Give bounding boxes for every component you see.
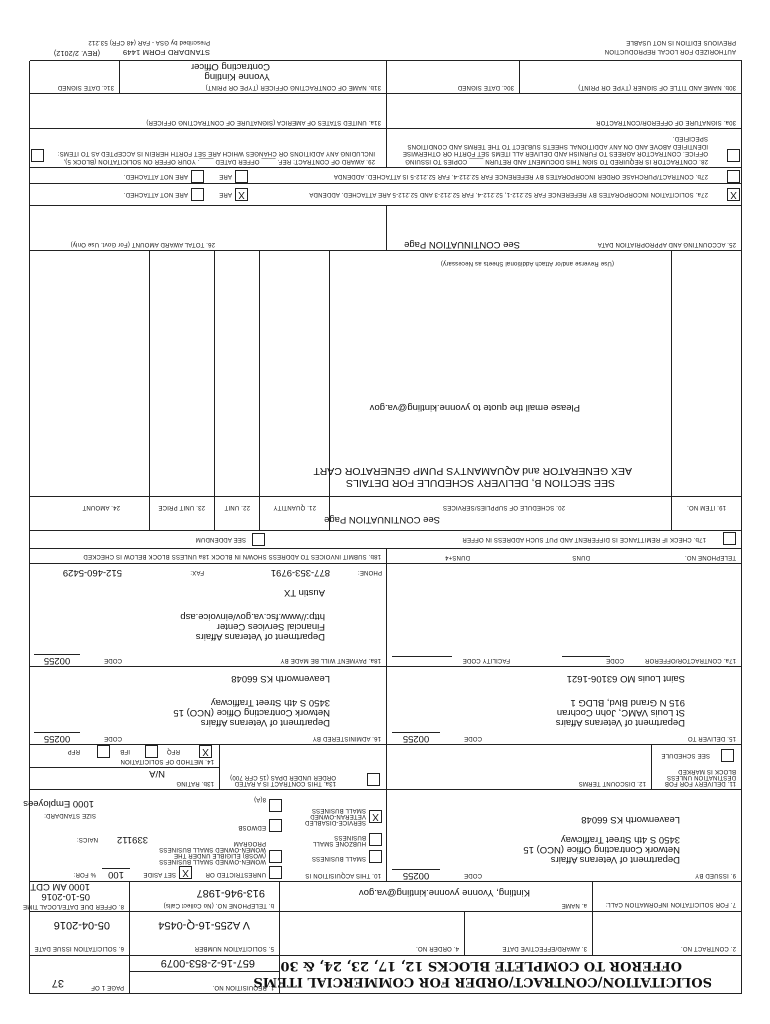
contractor-label: 17a. CONTRACTOR/OFFEROR	[644, 657, 736, 663]
small-business-label: SMALL BUSINESS	[311, 855, 366, 861]
info-call-label: 7. FOR SOLICITATION INFORMATION CALL:	[605, 901, 736, 907]
sig-31a-label: 31a. UNITED STATES OF AMERICA (SIGNATURE OF CONTRACTING OFFICER)	[146, 119, 381, 125]
order-no-label: 4. ORDER NO.	[415, 945, 459, 951]
rating-value: N/A	[149, 768, 165, 779]
block-29-text: 29. AWARD OF CONTRACT: REF. ____ OFFER DATED ____. YOUR OFFER ON SOLICITATION (BLOCK 5), INCLUDING ANY ADDITIONS OR CHANGES WHICH ARE SET FORTH HEREIN IS ACCEPTED AS TO ITEMS:	[57, 150, 375, 164]
name-31b-value2: Contracting Officer	[190, 61, 270, 72]
rated-order-checkbox[interactable]	[367, 773, 380, 786]
issued-by-code-label: CODE	[463, 872, 482, 878]
duns4-label: DUNS+4	[444, 554, 470, 560]
clause-27a-are-checkbox[interactable]: X	[235, 188, 248, 201]
payment-line-5: Austin TX	[283, 587, 325, 598]
clause-27b-checkbox[interactable]	[727, 170, 740, 183]
administered-line-5: Leavenworth KS 66048	[231, 673, 330, 684]
issued-by-label: 9. ISSUED BY	[694, 872, 736, 878]
clause-27b-are-not: ARE NOT ATTACHED.	[123, 173, 188, 179]
offer-due-date: 05-10-2016	[41, 891, 90, 902]
wosb-label: WOMEN-OWNED SMALL BUSINESS (WOSB) ELIGIBLE UNDER THE WOMEN-OWNED SMALL BUSINESS PROGRAM	[159, 840, 266, 864]
clause-27b-are-not-checkbox[interactable]	[191, 170, 204, 183]
name-label: a. NAME	[561, 902, 587, 908]
payment-phone: 877-353-9791	[270, 567, 330, 578]
clause-27a-checkbox[interactable]: X	[727, 188, 740, 201]
sdvosb-checkbox[interactable]: X	[369, 810, 382, 823]
footer-right-1: STANDARD FORM 1449	[122, 48, 210, 57]
small-business-checkbox[interactable]	[369, 850, 382, 863]
see-schedule-checkbox[interactable]	[721, 749, 734, 762]
set-aside-pct: 100	[102, 869, 130, 880]
deliver-to-code: 00255	[392, 733, 440, 744]
deliver-to-line-2: St Louis VAMC, John Cochran	[556, 707, 685, 718]
deliver-to-label: 15. DELIVER TO	[687, 735, 736, 741]
telephone-label: TELEPHONE NO.	[684, 554, 736, 560]
form-title-line1: SOLICITATION/CONTRACT/ORDER FOR COMMERCIAL ITEMS	[253, 974, 712, 989]
wosb-checkbox[interactable]	[269, 850, 282, 863]
issued-by-line-5: Leavenworth KS 66048	[581, 814, 680, 825]
issue-date-value: 05-04-2016	[53, 919, 110, 931]
accounting-see-link[interactable]: See CONTINUATION Page	[404, 239, 520, 250]
payment-code: 00255	[34, 655, 80, 666]
payment-line-3: http://www.fsc.va.gov/einvoice.asp	[180, 611, 325, 622]
issue-date-label: 6. SOLICITATION ISSUE DATE	[34, 945, 124, 951]
facility-code-label: FACILITY CODE	[462, 657, 510, 663]
sig-30a-label: 30a. SIGNATURE OF OFFEROR/CONTRACTOR	[596, 119, 736, 125]
contract-no-label: 2. CONTRACT NO.	[680, 945, 736, 951]
col-unit-price: 23. UNIT PRICE	[158, 504, 205, 510]
payment-phone-label: PHONE:	[357, 569, 382, 575]
size-standard-label: SIZE STANDARD:	[43, 812, 96, 818]
naics-value: 339112	[117, 834, 148, 845]
method-label: 14. METHOD OF SOLICITATION	[120, 758, 214, 764]
footer-left-1: AUTHORIZED FOR LOCAL REPRODUCTION	[604, 48, 736, 54]
see-addendum-checkbox[interactable]	[252, 533, 265, 546]
phone-label: b. TELEPHONE NO. (No Collect Calls)	[163, 902, 274, 908]
see-addendum-label: SEE ADDENDUM	[195, 536, 246, 542]
ifb-label: IFB	[120, 748, 130, 754]
submit-invoice-label: 18b. SUBMIT INVOICES TO ADDRESS SHOWN IN BLOCK 18a UNLESS BLOCK BELOW IS CHECKED	[83, 553, 381, 559]
block-28-text: 28. CONTRACTOR IS REQUIRED TO SIGN THIS DOCUMENT AND RETURN ____ COPIES TO ISSUING OFFICE. CONTRACTOR AGREES TO FURNISH AND DELIVER ALL ITEMS SET FORTH OR OTHERWISE IDENTIFIED ABOVE AND ON ANY ADDITIONAL SHEETS SUBJECT TO THE TERMS AND CONDITIONS SPECIFIED.	[402, 135, 708, 164]
see-schedule-label: SEE SCHEDULE	[661, 752, 710, 758]
award-date-label: 3. AWARD/EFFECTIVE DATE	[502, 945, 587, 951]
clause-27b-are-checkbox[interactable]	[235, 170, 248, 183]
administered-label: 16. ADMINISTERED BY	[312, 735, 381, 741]
payment-label: 18a. PAYMENT WILL BE MADE BY	[280, 657, 381, 663]
deliver-to-line-5: Saint Louis MO 63106-1621	[566, 673, 685, 684]
reverse-note: (Use Reverse and/or Attach Additional Sheets as Necessary)	[440, 260, 614, 266]
clause-27a-are: ARE	[219, 191, 232, 197]
sdvosb-label: SERVICE-DISABLED VETERAN-OWNED SMALL BUSINESS	[304, 807, 366, 825]
payment-line-2: Financial Services Center	[216, 621, 325, 632]
unrestricted-label: UNRESTRICTED OR	[205, 871, 266, 877]
discount-label: 12. DISCOUNT TERMS	[578, 780, 646, 786]
requisition-label: 1. REQUISITION NO.	[212, 984, 274, 990]
acquisition-label: 10. THIS ACQUISITION IS	[305, 872, 381, 878]
solicitation-no-value: V A255-16-Q-0454	[158, 919, 250, 931]
rated-order-label: 13a. THIS CONTRACT IS A RATED ORDER UNDER DPAS (15 CFR 700)	[229, 774, 336, 786]
name-value: Kintling, Yvonne yvonne.kintling@va.gov	[358, 887, 530, 898]
eight-a-label: 8(A)	[253, 796, 266, 802]
issued-by-code: 00255	[392, 870, 440, 881]
edwosb-checkbox[interactable]	[269, 819, 282, 832]
edwosb-label: EDWOSB	[238, 824, 266, 830]
schedule-line-3: Please email the quote to yvonne.kintling@va.gov	[369, 402, 580, 413]
solicitation-no-label: 5. SOLICITATION NUMBER	[194, 945, 274, 951]
clause-27b: 27b. CONTRACT/PURCHASE ORDER INCORPORATES BY REFERENCE FAR 52.212-4. FAR 52.212-5 IS ATTACHED. ADDENDA	[333, 173, 708, 179]
deliver-to-line-1: Department of Veterans Affairs	[555, 717, 685, 728]
col-amount: 24. AMOUNT	[82, 504, 120, 510]
col-schedule: 20. SCHEDULE OF SUPPLIES/SERVICES	[442, 504, 565, 510]
total-award-label: 26. TOTAL AWARD AMOUNT (For Govt. Use Only)	[70, 241, 215, 247]
phone-value: 913-946-1987	[196, 887, 265, 899]
date-31c-label: 31c. DATE SIGNED	[57, 84, 114, 90]
schedule-line-2: AEX GENERATOR and AQUAMANTYS PUMP GENERATOR CART	[313, 465, 632, 477]
issued-by-line-3: 3450 S 4th Street Trafficway	[560, 834, 680, 845]
date-30c-label: 30c. DATE SIGNED	[457, 84, 514, 90]
issued-by-line-2: Network Contracting Office (NCO) 15	[523, 844, 680, 855]
rfp-label: RFP	[67, 748, 80, 754]
administered-line-3: 3450 S 4th Street Trafficway	[210, 697, 330, 708]
issued-by-line-1: Department of Veterans Affairs	[550, 854, 680, 865]
contractor-code-field[interactable]	[562, 656, 610, 666]
col-quantity: 21. QUANTITY	[273, 504, 316, 510]
remit-checkbox[interactable]	[723, 532, 736, 545]
hubzone-label: HUBZONE SMALL BUSINESS	[312, 834, 366, 846]
footer-left-2: PREVIOUS EDITION IS NOT USABLE	[626, 39, 736, 45]
payment-fax: 512-460-5429	[62, 567, 122, 578]
remit-label: 17b. CHECK IF REMITTANCE IS DIFFERENT AND PUT SUCH ADDRESS IN OFFER	[462, 536, 706, 542]
clause-27a-are-not: ARE NOT ATTACHED.	[123, 191, 188, 197]
facility-code-field[interactable]	[392, 656, 452, 666]
payment-code-label: CODE	[103, 657, 122, 663]
footer-right-3: Prescribed by GSA - FAR (48 CFR) 53.212	[88, 39, 210, 45]
rfq-checkbox[interactable]: X	[199, 745, 212, 758]
name-31b-value1: Yvonne Kintling	[204, 71, 270, 82]
rfp-checkbox[interactable]	[97, 745, 110, 758]
size-standard-value: 1000 Employees	[23, 798, 94, 809]
footer-right-2: (REV. 2/2012)	[53, 49, 100, 56]
payment-line-1: Department of Veterans Affairs	[195, 631, 325, 642]
payment-fax-label: FAX:	[190, 569, 204, 575]
schedule-line-1: SEE SECTION B, DELIVERY SCHEDULE FOR DETAILS	[346, 477, 615, 489]
offer-due-label: 8. OFFER DUE DATE/LOCAL TIME	[22, 903, 124, 909]
delivery-label: 11. DELIVERY FOR FOB DESTINATION UNLESS BLOCK IS MARKED	[664, 768, 736, 786]
block-29-checkbox[interactable]	[31, 149, 44, 162]
see-continuation-link[interactable]: See CONTINUATION Page	[324, 514, 440, 525]
administered-line-2: Network Contracting Office (NCO) 15	[173, 707, 330, 718]
clause-27a: 27a. SOLICITATION INCORPORATES BY REFERENCE FAR 52.212-1, 52.212-4. FAR 52.212-3 AND 52.212-5 ARE ATTACHED. ADDENDA	[309, 191, 708, 197]
set-aside-checkbox[interactable]: X	[179, 866, 192, 879]
unrestricted-checkbox[interactable]	[269, 866, 282, 879]
ifb-checkbox[interactable]	[145, 745, 158, 758]
administered-code: 00255	[34, 733, 80, 744]
page-total: 37	[51, 977, 64, 989]
pct-for-label: % FOR:	[73, 871, 96, 877]
eight-a-checkbox[interactable]	[269, 799, 282, 812]
administered-line-1: Department of Veterans Affairs	[200, 717, 330, 728]
rfq-label: RFQ	[166, 748, 180, 754]
deliver-to-code-label: CODE	[463, 735, 482, 741]
contractor-code-label: CODE	[605, 657, 624, 663]
naics-label: NAICS:	[76, 836, 98, 842]
clause-27b-are: ARE	[219, 173, 232, 179]
clause-27a-are-not-checkbox[interactable]	[191, 188, 204, 201]
name-31b-label: 31b. NAME OF CONTRACTING OFFICER (TYPE OR PRINT)	[205, 84, 381, 90]
name-30b-label: 30b. NAME AND TITLE OF SIGNER (TYPE OR PRINT)	[578, 84, 736, 90]
deliver-to-line-3: 915 N Grand Blvd, BLDG 1	[570, 697, 685, 708]
duns-label: DUNS	[572, 554, 590, 560]
block-28-checkbox[interactable]	[727, 149, 740, 162]
requisition-value: 657-16-2-853-0079	[160, 957, 255, 969]
col-unit: 22. UNIT	[224, 504, 250, 510]
form-title-line2: OFFEROR TO COMPLETE BLOCKS 12, 17, 23, 24, & 30	[280, 958, 682, 973]
offer-due-time: 1000 AM CDT	[30, 881, 90, 892]
rating-label: 13b. RATING	[176, 780, 214, 786]
set-aside-label: SET ASIDE	[143, 871, 176, 877]
page-label: PAGE 1 OF	[90, 984, 124, 990]
administered-code-label: CODE	[103, 735, 122, 741]
accounting-label: 25. ACCOUNTING AND APPROPRIATION DATA	[597, 241, 736, 247]
hubzone-checkbox[interactable]	[369, 833, 382, 846]
col-item-no: 19. ITEM NO.	[686, 504, 726, 510]
